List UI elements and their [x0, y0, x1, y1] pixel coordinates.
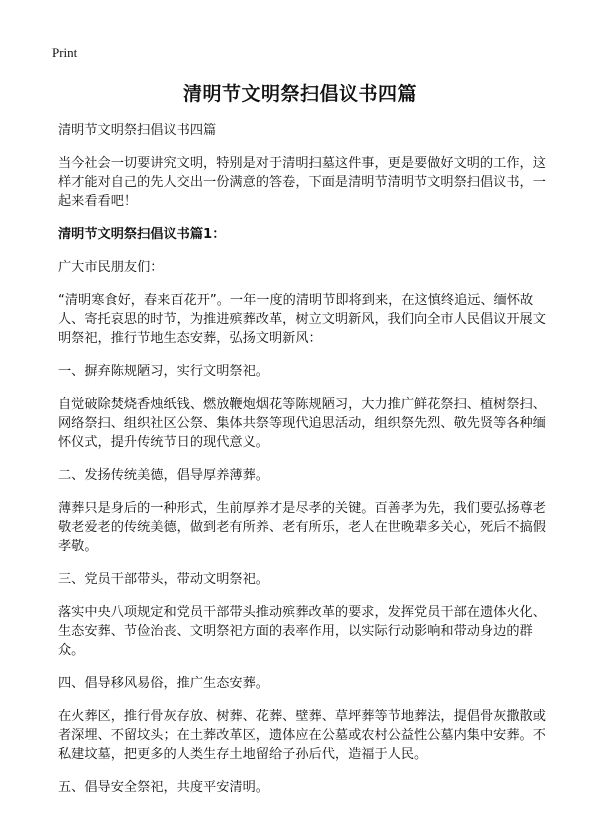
point-heading-4: 四、倡导移风易俗，推广生态安葬。: [58, 676, 269, 691]
print-link[interactable]: Print: [52, 45, 78, 60]
greeting: 广大市民朋友们：: [58, 260, 164, 275]
body-paragraph: 落实中央八项规定和党员干部带头推动殡葬改革的要求，发挥党员干部在遗体火化、生态安葬、节俭治丧、文明祭祀方面的表率作用，以实际行动影响和带动身边的群众。: [58, 605, 546, 658]
point-heading-1: 一、摒弃陈规陋习，实行文明祭祀。: [58, 364, 269, 379]
body-paragraph: 薄葬只是身后的一种形式，生前厚养才是尽孝的关键。百善孝为先，我们要弘扬尊老敬老爱老的传统美德，做到老有所养、老有所乐，老人在世晚辈多关心，死后不搞假孝敬。: [58, 501, 546, 554]
body-paragraph: 在火葬区，推行骨灰存放、树葬、花葬、壁葬、草坪葬等节地葬法，提倡骨灰撒散或者深埋、不留坟头；在土葬改革区，遗体应在公墓或农村公益性公墓内集中安葬。不私建坟墓，把更多的人类生存土地留给子孙后代，造福于人民。: [58, 709, 546, 762]
section-heading-1: 清明节文明祭扫倡议书篇1：: [58, 227, 226, 242]
body-paragraph: 自觉破除焚烧香烛纸钱、燃放鞭炮烟花等陈规陋习，大力推广鲜花祭扫、植树祭扫、网络祭扫、组织社区公祭、集体共祭等现代追思活动，组织祭先烈、敬先贤等各种缅怀仪式，提升传统节日的现代意义。: [58, 397, 546, 450]
page-title: 清明节文明祭扫倡议书四篇: [182, 83, 417, 105]
point-heading-2: 二、发扬传统美德，倡导厚养薄葬。: [58, 468, 269, 483]
point-heading-3: 三、党员干部带头，带动文明祭祀。: [58, 572, 269, 587]
point-heading-5: 五、倡导安全祭祀，共度平安清明。: [58, 780, 269, 795]
article-body: [58, 121, 546, 811]
intro-paragraph: 当今社会一切要讲究文明，特别是对于清明扫墓这件事，更是要做好文明的工作，这样才能对自己的先人交出一份满意的答卷，下面是清明节清明节文明祭扫倡议书，一起来看看吧！: [58, 156, 546, 209]
body-paragraph: “清明寒食好，春来百花开”。一年一度的清明节即将到来，在这慎终追远、缅怀故人、寄托哀思的时节，为推进殡葬改革，树立文明新风，我们向全市人民倡议开展文明祭祀，推行节地生态安葬，弘扬文明新风：: [58, 293, 546, 346]
subtitle: 清明节文明祭扫倡议书四篇: [58, 123, 217, 138]
